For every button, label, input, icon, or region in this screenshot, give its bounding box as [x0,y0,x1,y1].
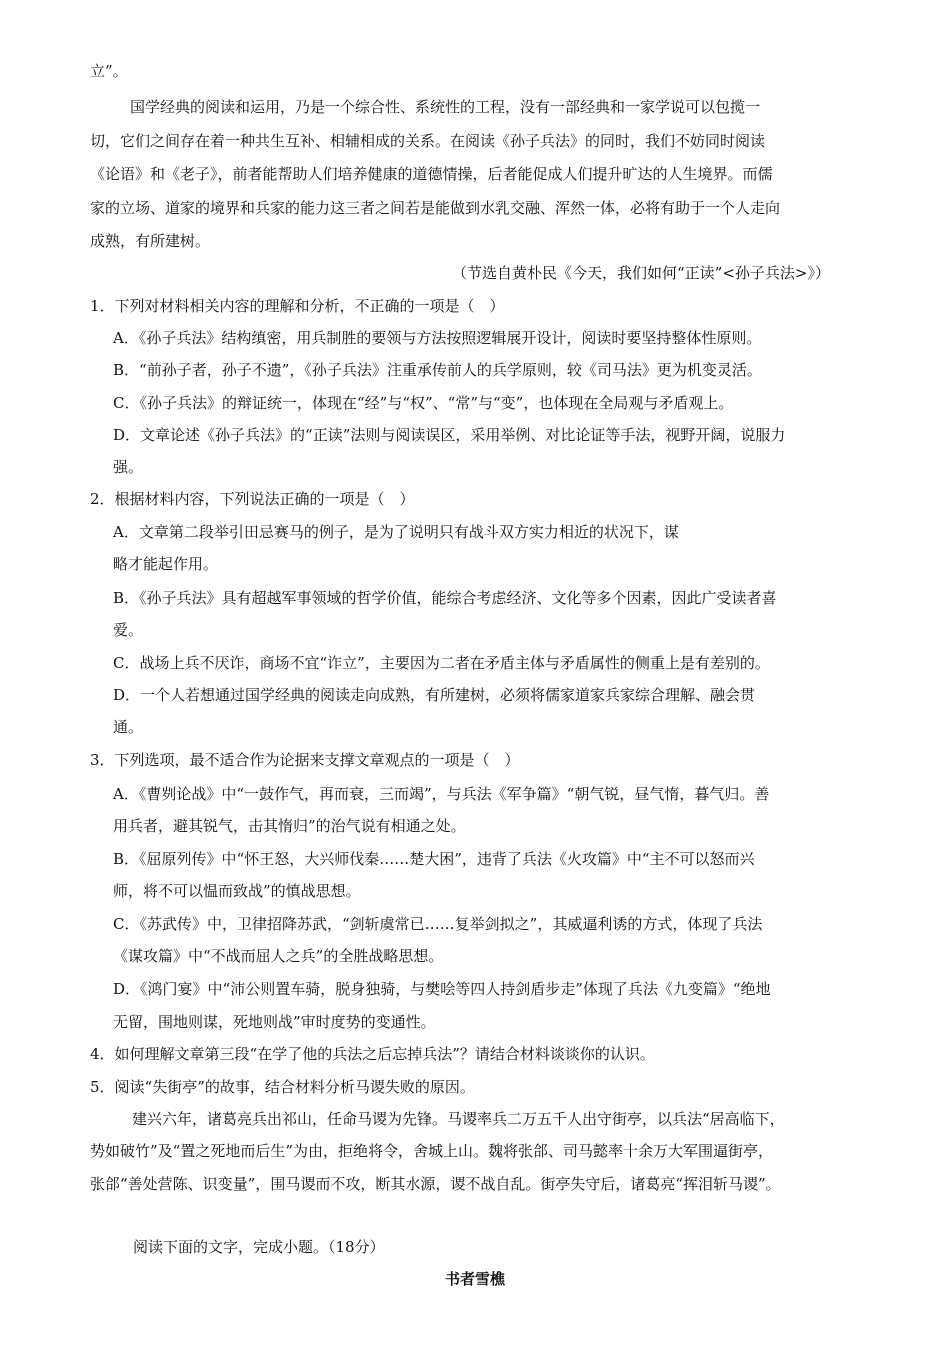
section-instruction: 阅读下面的文字，完成小题。（18分） [133,1238,385,1256]
question-5-stem: 5．阅读“失街亭”的故事，结合材料分析马谡失败的原因。 [90,1078,475,1096]
question-3-option-d-cont: 无留，围地则谋，死地则战”审时度势的变通性。 [113,1013,436,1031]
question-3-option-b: B．《屈原列传》中“怀王怒，大兴师伐秦……楚大困”，违背了兵法《火攻篇》中“主不可以怒而兴 [113,850,755,868]
question-3-option-c-cont: 《谋攻篇》中“不战而屈人之兵”的全胜战略思想。 [113,947,444,965]
question-3-option-a: A．《曹刿论战》中“一鼓作气，再而衰，三而竭”，与兵法《军争篇》“朝气锐，昼气惰，暮气归。善 [113,785,770,803]
story-line: 势如破竹”及“置之死地而后生”为由，拒绝将令，舍城上山。魏将张郃、司马懿率十余万大军围逼街亭， [90,1142,774,1160]
question-3-option-b-cont: 师，将不可以愠而致战”的慎战思想。 [113,882,361,900]
question-2-option-c: C．战场上兵不厌诈，商场不宜“诈立”，主要因为二者在矛盾主体与矛盾属性的侧重上是有差别的。 [113,654,770,672]
question-2-option-a-cont: 略才能起作用。 [113,555,219,573]
question-4-stem: 4．如何理解文章第三段“在学了他的兵法之后忘掉兵法”？请结合材料谈谈你的认识。 [90,1045,655,1063]
paragraph-line: 家的立场、道家的境界和兵家的能力这三者之间若是能做到水乳交融、浑然一体，必将有助于一个人走向 [90,199,781,217]
question-2-option-d: D．一个人若想通过国学经典的阅读走向成熟，有所建树，必须将儒家道家兵家综合理解、融会贯 [113,686,756,704]
question-1-option-d: D．文章论述《孙子兵法》的“正读”法则与阅读误区，采用举例、对比论证等手法，视野开阔，说服力 [113,426,786,444]
section-title: 书者雪樵 [444,1270,505,1288]
paragraph-line: 《论语》和《老子》，前者能帮助人们培养健康的道德情操，后者能促成人们提升旷达的人生境界。而儒 [90,165,773,183]
question-1-option-d-cont: 强。 [113,458,144,476]
question-1-stem: 1．下列对材料相关内容的理解和分析，不正确的一项是（ ） [90,297,505,315]
question-3-option-d: D．《鸿门宴》中“沛公则置车骑，脱身独骑，与樊哙等四人持剑盾步走”体现了兵法《九变篇》“绝地 [113,980,771,998]
story-line: 张郃“善处营陈、识变量”，围马谡而不攻，断其水源，谡不战自乱。街亭失守后，诸葛亮“挥泪斩马谡”。 [90,1175,781,1193]
source-citation: （节选自黄朴民《今天，我们如何“正读”<孙子兵法>》） [452,264,830,282]
question-2-stem: 2．根据材料内容，下列说法正确的一项是（ ） [90,490,415,508]
intro-tail: 立”。 [90,62,128,80]
question-3-option-c: C．《苏武传》中，卫律招降苏武，“剑斩虞常已……复举剑拟之”，其威逼利诱的方式，体现了兵法 [113,915,763,933]
paragraph-line: 成熟，有所建树。 [90,232,211,250]
question-2-option-d-cont: 通。 [113,718,144,736]
question-2-option-b: B．《孙子兵法》具有超越军事领域的哲学价值，能综合考虑经济、文化等多个因素，因此广受读者喜 [113,589,777,607]
story-line: 建兴六年，诸葛亮兵出祁山，任命马谡为先锋。马谡率兵二万五千人出守街亭，以兵法“居高临下， [132,1110,785,1128]
question-1-option-c: C．《孙子兵法》的辩证统一，体现在“经”与“权”、“常”与“变”，也体现在全局观与矛盾观上。 [113,394,734,412]
question-2-option-a: A．文章第二段举引田忌赛马的例子，是为了说明只有战斗双方实力相近的状况下，谋 [113,523,679,541]
question-3-option-a-cont: 用兵者，避其锐气，击其惰归”的治气说有相通之处。 [113,817,466,835]
question-1-option-a: A．《孙子兵法》结构缜密，用兵制胜的要领与方法按照逻辑展开设计，阅读时要坚持整体性原则。 [113,329,762,347]
question-2-option-b-cont: 爱。 [113,621,144,639]
question-1-option-b: B．“前孙子者，孙子不遗”，《孙子兵法》注重承传前人的兵学原则，较《司马法》更为机变灵活。 [113,361,762,379]
question-3-stem: 3．下列选项，最不适合作为论据来支撑文章观点的一项是（ ） [90,751,520,769]
paragraph-line: 切，它们之间存在着一种共生互补、相辅相成的关系。在阅读《孙子兵法》的同时，我们不妨同时阅读 [90,132,766,150]
paragraph-line: 国学经典的阅读和运用，乃是一个综合性、系统性的工程，没有一部经典和一家学说可以包揽一 [130,98,761,116]
